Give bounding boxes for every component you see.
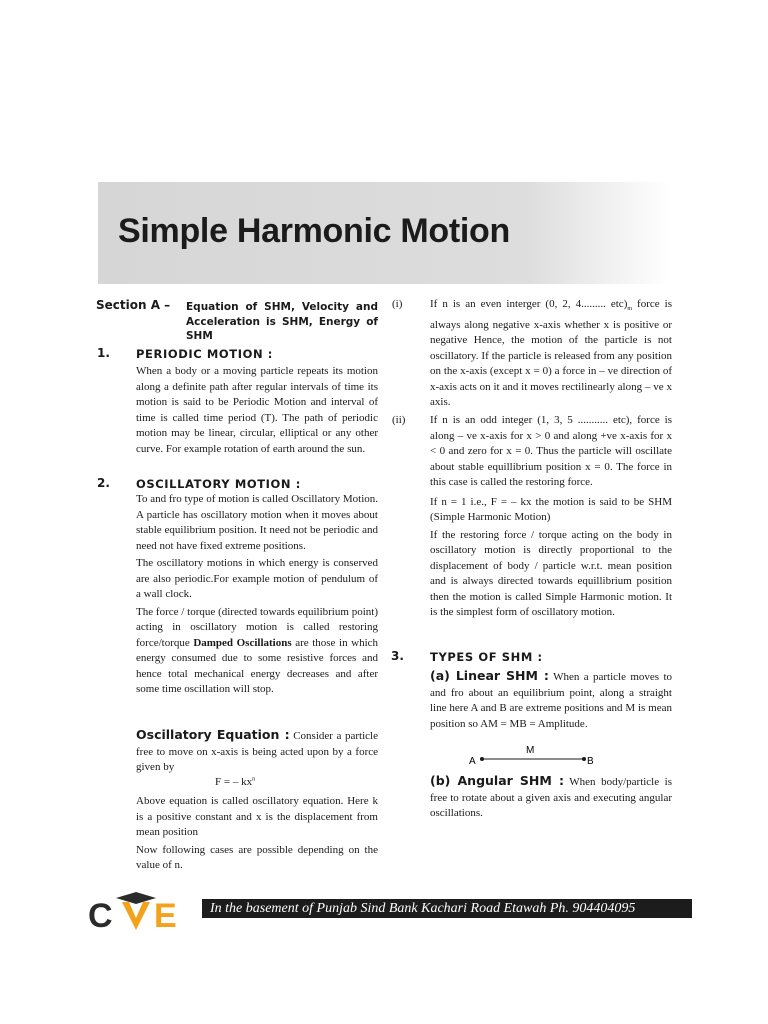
v-letter-icon [122,902,150,930]
case-ii-label: (ii) [392,414,406,426]
osc-eq-p3: Now following cases are possible depending on the value of n. [136,843,378,871]
svg-text:C: C [88,897,113,935]
angular-shm-block [430,773,672,822]
section-2-number: 2. [97,476,110,490]
osc-eq-p1: Consider a particle free to move on x-axis is being acted upon by a force given by [136,730,378,773]
point-b [582,757,586,761]
restoring-force-text: If the restoring force / torque acting on the body in oscillatory motion is directly proportional to the displacement of body / particle w.r.t. mean position and is always directed towards equillibrium position then the motion is called Simple Harmonic motion. It is the simplest form of oscillatory motion. [430,528,672,618]
graduation-cap-icon [116,892,156,904]
svg-text:E: E [154,897,177,935]
case-ii-text: If n is an odd integer (1, 3, 5 ........... etc), force is along – ve x-axis for x > 0 and along +ve x-axis for x < 0 and zero for x = 0. Thus the particle will oscillate about stable equillibrium position x = 0. The force in this case is called the restoring force. [430,414,672,488]
case-i-block [430,297,672,411]
oscillatory-motion-block [136,492,378,698]
cve-logo [86,890,196,940]
osc-eq-heading: Oscillatory Equation : [136,727,290,742]
point-a [480,757,484,761]
oscillatory-p3 [136,605,378,698]
oscillatory-p3-a: The force / torque (directed towards equilibrium point) acting in oscillatory motion is called restoring force/torque [136,605,378,649]
linear-shm-diagram [466,740,606,770]
section-1-number: 1. [97,346,110,360]
page-title: Simple Harmonic Motion [118,212,510,250]
oscillatory-equation-notes [136,794,378,874]
osc-eq-p2: Above equation is called oscillatory equation. Here k is a positive constant and x is the displacement from mean position [136,795,378,838]
section-2-heading: OSCILLATORY MOTION : [136,477,301,491]
footer-address: In the basement of Punjab Sind Bank Kachari Road Etawah Ph. 904404095 [202,899,692,918]
oscillatory-equation-block [136,727,378,776]
osc-eq-intro [136,727,378,776]
section-1-heading: PERIODIC MOTION : [136,347,274,361]
case-i-label: (i) [392,298,403,310]
case-ii-block [430,413,672,621]
section-description: Equation of SHM, Velocity and Acceleration is SHM, Energy of SHM [186,301,378,342]
linear-shm-text: (a) Linear SHM : When a particle moves to and fro about an equilibrium point, along a straight line here A and B are extreme positions and M is mean position so AM = MB = Amplitude. [430,668,673,730]
section-label: Section A – [96,298,171,312]
case-i-text: If n is an even interger (0, 2, 4......... $etc)_m$ force is always along negative x-axis whether x is positive or negative Hence, the motion of the particle is not oscillatory. If the particle is released from any position on the x-axis (except x = 0) a force in – ve direction of x-axis acts on it and it moves rectilinearly along – ve x axis. [430,298,672,409]
oscillatory-p2: The oscillatory motions in which energy is conserved are also periodic.For example motion of pendulum of a wall clock. [136,557,378,600]
force-equation: F = – $kx^n$ [215,776,256,788]
angular-shm-text: (b) Angular SHM : When body/particle is free to rotate about a given axis and executing angular oscillations. [430,773,672,819]
angular-shm-heading: (b) Angular SHM : [430,773,564,788]
oscillatory-p3-b: are those in which energy consumed due to some resistive forces and hence total mechanical energy decreases and after some time oscillation will stop. [136,636,379,695]
damped-oscillations-term: Damped Oscillations [193,636,292,649]
label-b: B [587,756,594,767]
label-a: A [469,756,476,767]
periodic-motion-text: When a body or a moving particle repeats its motion along a definite path after regular intervals of time its motion is said to be Periodic Motion and interval of time is called time period (T). The path of periodic motion may be linear, circular, elliptical or any other curve. For example rotation of earth around the sun. [136,365,378,455]
label-m: M [526,745,535,756]
section-3-heading: TYPES OF SHM : [430,650,543,664]
linear-shm-block [430,668,672,732]
linear-shm-heading: (a) Linear SHM : [430,668,549,683]
oscillatory-p1: To and fro type of motion is called Oscillatory Motion. A particle has oscillatory motion when it moves about stable equilibrium position. It need not be periodic and need not have fixed extreme positions. [136,493,378,552]
periodic-motion-block [136,364,378,457]
section-3-number: 3. [391,649,404,663]
n-equals-1-text: If n = 1 i.e., F = – kx the motion is said to be SHM (Simple Harmonic Motion) [430,495,672,523]
